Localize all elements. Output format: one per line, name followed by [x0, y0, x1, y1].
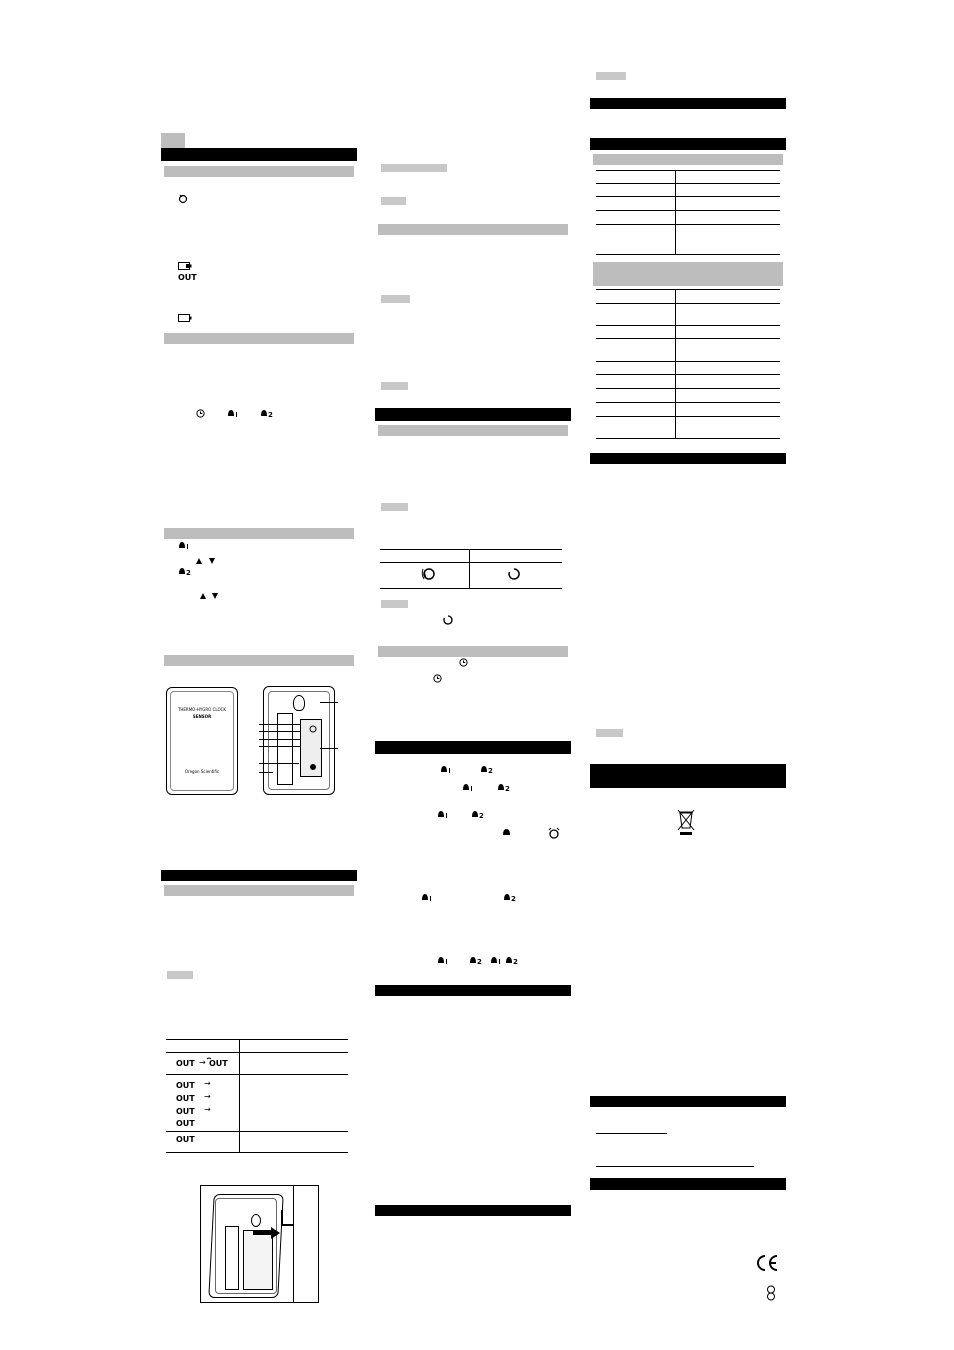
table-rule	[596, 402, 780, 403]
table-rule	[596, 303, 780, 304]
table-rule	[596, 196, 780, 197]
table-rule	[380, 549, 562, 550]
out-icon	[176, 1079, 198, 1089]
subsection-bar	[593, 262, 783, 286]
table-arrow: →	[204, 1092, 211, 1101]
subsection-bar	[164, 885, 354, 896]
table-rule	[596, 210, 780, 211]
callout-line	[320, 748, 338, 749]
out-icon	[176, 1057, 198, 1067]
section-bar	[590, 98, 786, 109]
note-chip	[381, 382, 408, 390]
note-chip	[596, 729, 623, 737]
table-rule	[166, 1039, 348, 1040]
table-rule	[596, 388, 780, 389]
note-chip	[381, 197, 406, 205]
svg-text:OUT: OUT	[176, 1059, 195, 1068]
section-bar	[375, 741, 571, 754]
alarm-2-icon	[497, 783, 511, 792]
subsection-bar	[378, 425, 568, 436]
callout-line	[259, 739, 301, 740]
section-bar	[590, 764, 786, 788]
note-chip	[381, 600, 408, 608]
svg-text:OUT: OUT	[176, 1135, 195, 1144]
alarm-1-icon	[178, 541, 190, 550]
subsection-bar	[164, 655, 354, 666]
alarm-1-icon	[437, 810, 449, 819]
table-rule	[166, 1152, 348, 1153]
sensor-brand-text: THERMO-HYGRO CLOCK	[177, 707, 227, 712]
subsection-bar	[164, 333, 354, 344]
link-underline[interactable]	[596, 1133, 667, 1134]
alarm-1-icon	[227, 409, 239, 418]
table-divider	[675, 289, 676, 439]
table-rule	[596, 289, 780, 290]
out-icon	[207, 1057, 231, 1067]
section-bar	[590, 138, 786, 150]
note-chip	[596, 72, 626, 80]
svg-text:2: 2	[479, 812, 484, 820]
svg-text:2: 2	[488, 767, 493, 775]
callout-line	[259, 746, 301, 747]
subsection-bar	[378, 646, 568, 657]
battery-icon	[178, 314, 192, 322]
class-mark-icon	[765, 1285, 777, 1301]
svg-text:OUT: OUT	[176, 1081, 195, 1090]
section-bar	[375, 985, 571, 996]
out-icon	[176, 1092, 198, 1102]
table-rule	[596, 224, 780, 225]
radio-wave-icon	[508, 568, 520, 580]
svg-text:2: 2	[511, 895, 516, 903]
table-rule	[166, 1131, 348, 1132]
alarm-1-icon	[490, 956, 502, 965]
bin-crossed-icon	[677, 808, 695, 836]
alarm-2-icon	[260, 409, 274, 418]
radio-wave-icon	[421, 566, 437, 582]
note-chip	[381, 295, 410, 303]
up-arrow-icon	[199, 592, 207, 600]
hanging-hole	[293, 695, 305, 711]
table-rule	[380, 588, 562, 589]
alarm-1-icon	[421, 893, 433, 902]
subsection-bar	[164, 528, 354, 539]
down-arrow-icon	[208, 557, 216, 565]
svg-text:OUT: OUT	[209, 1059, 228, 1068]
svg-text:2: 2	[186, 569, 191, 577]
callout-line	[259, 763, 299, 764]
subsection-bar	[164, 166, 354, 177]
alarm-2-icon	[469, 956, 483, 965]
svg-text:2: 2	[268, 411, 273, 419]
alarm-2-icon	[178, 567, 192, 576]
battery-door-illustration	[200, 1185, 319, 1303]
sensor-logo: Oregon Scientific	[184, 769, 220, 774]
section-bar	[590, 1096, 786, 1107]
alarm-2-icon	[505, 956, 519, 965]
out-icon	[176, 1117, 198, 1127]
section-bar	[375, 1205, 571, 1216]
table-rule	[596, 438, 780, 439]
clock-icon	[196, 409, 205, 418]
table-rule	[166, 1052, 348, 1053]
table-rule	[596, 325, 780, 326]
section-bar	[590, 1178, 786, 1190]
table-rule	[596, 170, 780, 171]
svg-text:2: 2	[505, 785, 510, 793]
battery-icon	[178, 262, 192, 270]
note-chip	[381, 503, 408, 511]
search-signal-icon	[178, 194, 188, 204]
out-icon	[178, 271, 200, 281]
out-icon	[176, 1133, 198, 1143]
note-chip	[167, 971, 193, 979]
table-arrow: →	[199, 1058, 206, 1067]
callout-line	[259, 724, 301, 725]
snooze-icon	[548, 828, 560, 838]
up-arrow-icon	[195, 557, 203, 565]
table-rule	[380, 562, 562, 563]
clock-icon	[433, 674, 442, 683]
reset-button-icon	[309, 763, 317, 771]
svg-text:2: 2	[477, 958, 482, 966]
language-tab	[161, 133, 185, 148]
alarm-icon	[502, 828, 511, 837]
down-arrow-icon	[211, 592, 219, 600]
sensor-front-illustration	[166, 687, 238, 795]
table-rule	[596, 416, 780, 417]
table-rule	[596, 183, 780, 184]
table-rule	[596, 361, 780, 362]
svg-text:OUT: OUT	[176, 1119, 195, 1128]
callout-line	[320, 702, 338, 703]
svg-text:OUT: OUT	[176, 1107, 195, 1116]
channel-switch-icon	[309, 725, 317, 733]
table-divider	[469, 549, 470, 589]
radio-wave-icon	[443, 615, 453, 625]
alarm-1-icon	[440, 765, 452, 774]
section-bar	[161, 870, 357, 881]
svg-text:OUT: OUT	[178, 273, 197, 282]
table-divider	[675, 170, 676, 255]
table-arrow: →	[204, 1105, 211, 1114]
callout-line	[259, 731, 301, 732]
ce-mark-icon	[755, 1254, 779, 1272]
table-divider	[239, 1039, 240, 1153]
subsection-bar	[378, 224, 568, 235]
subsection-bar	[593, 154, 783, 165]
out-icon	[176, 1105, 198, 1115]
clock-icon	[459, 658, 468, 667]
alarm-1-icon	[462, 783, 474, 792]
section-bar	[161, 148, 357, 161]
svg-text:OUT: OUT	[176, 1094, 195, 1103]
alarm-2-icon	[471, 810, 485, 819]
table-rule	[596, 374, 780, 375]
table-rule	[596, 338, 780, 339]
table-rule	[166, 1074, 348, 1075]
link-underline[interactable]	[596, 1166, 754, 1167]
alarm-2-icon	[503, 893, 517, 902]
sensor-label-text: SENSOR	[192, 714, 212, 719]
section-bar	[590, 453, 786, 464]
table-rule	[596, 254, 780, 255]
svg-text:2: 2	[513, 958, 518, 966]
section-bar	[375, 408, 571, 421]
table-arrow: →	[204, 1079, 211, 1088]
note-chip	[381, 164, 447, 172]
alarm-1-icon	[437, 956, 449, 965]
slide-arrow-icon	[253, 1226, 281, 1240]
callout-line	[259, 772, 273, 773]
alarm-2-icon	[480, 765, 494, 774]
